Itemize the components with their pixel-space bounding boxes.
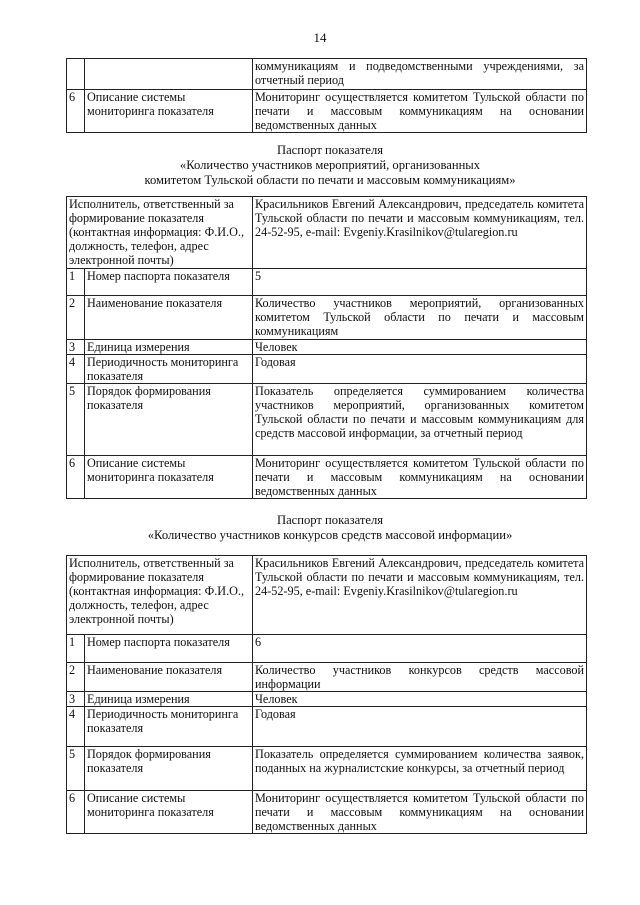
table-row bbox=[67, 90, 587, 133]
cell-label: Наименование показателя bbox=[85, 296, 253, 340]
cell-value: Показатель определяется суммированием количества участников мероприятий, организованных комитетом Тульской области по печати и массовым коммуникациям для средств массовой информации, за отчетный период bbox=[253, 384, 587, 456]
cell-num: 3 bbox=[67, 340, 85, 355]
cell-label: Номер паспорта показателя bbox=[85, 635, 253, 663]
table-row bbox=[67, 384, 587, 456]
table-row bbox=[67, 355, 587, 384]
executor-value: Красильников Евгений Александрович, председатель комитета Тульской области по печати и массовым коммуникациям, тел. 24-52-95, e-mail: Evgeniy.Krasilnikov@tularegion.ru bbox=[253, 556, 587, 635]
table-row bbox=[67, 635, 587, 663]
table-row bbox=[67, 791, 587, 834]
table-row bbox=[67, 340, 587, 355]
cell-num: 4 bbox=[67, 355, 85, 384]
cell-value: 5 bbox=[253, 269, 587, 296]
table-row bbox=[67, 747, 587, 791]
passport-6-title-line1: «Количество участников конкурсов средств массовой информации» bbox=[147, 528, 513, 542]
cell-num: 6 bbox=[67, 791, 85, 834]
passport-5-table bbox=[66, 196, 587, 499]
cell-num: 5 bbox=[67, 747, 85, 791]
cell-label: Наименование показателя bbox=[85, 663, 253, 692]
cell-num: 4 bbox=[67, 707, 85, 747]
executor-label: Исполнитель, ответственный за формирование показателя (контактная информация: Ф.И.О., должность, телефон, адрес электронной почты) bbox=[67, 197, 253, 269]
cell-value: 6 bbox=[253, 635, 587, 663]
cell-label: Описание системы мониторинга показателя bbox=[85, 456, 253, 499]
passport-5-title-line1: «Количество участников мероприятий, организованных bbox=[179, 158, 481, 172]
cell-value: Мониторинг осуществляется комитетом Тульской области по печати и массовым коммуникациям на основании ведомственных данных bbox=[253, 456, 587, 499]
passport-6-table bbox=[66, 555, 587, 834]
cell-label: Единица измерения bbox=[85, 340, 253, 355]
table-row bbox=[67, 692, 587, 707]
cell-num: 2 bbox=[67, 296, 85, 340]
cell-label: Порядок формирования показателя bbox=[85, 747, 253, 791]
cell-num: 2 bbox=[67, 663, 85, 692]
table-row bbox=[67, 269, 587, 296]
passport-6-heading-block bbox=[60, 513, 600, 543]
cell-num: 6 bbox=[67, 90, 85, 133]
passport-6-heading: Паспорт показателя bbox=[276, 513, 384, 527]
table-row bbox=[67, 456, 587, 499]
cell-label: Периодичность мониторинга показателя bbox=[85, 355, 253, 384]
cell-value: Количество участников мероприятий, организованных комитетом Тульской области по печати и массовым коммуникациям bbox=[253, 296, 587, 340]
cell-value: коммуникациям и подведомственными учреждениями, за отчетный период bbox=[253, 59, 587, 90]
cell-label bbox=[85, 59, 253, 90]
cell-num: 1 bbox=[67, 269, 85, 296]
cell-label: Номер паспорта показателя bbox=[85, 269, 253, 296]
cell-num: 1 bbox=[67, 635, 85, 663]
cell-value: Мониторинг осуществляется комитетом Тульской области по печати и массовым коммуникациям на основании ведомственных данных bbox=[253, 90, 587, 133]
cell-value: Человек bbox=[253, 692, 587, 707]
cell-value: Годовая bbox=[253, 355, 587, 384]
cell-value: Годовая bbox=[253, 707, 587, 747]
cell-label: Описание системы мониторинга показателя bbox=[85, 90, 253, 133]
table-row bbox=[67, 663, 587, 692]
executor-value: Красильников Евгений Александрович, председатель комитета Тульской области по печати и массовым коммуникациям, тел. 24-52-95, e-mail: Evgeniy.Krasilnikov@tularegion.ru bbox=[253, 197, 587, 269]
cell-num: 3 bbox=[67, 692, 85, 707]
cell-label: Описание системы мониторинга показателя bbox=[85, 791, 253, 834]
cell-value: Количество участников конкурсов средств массовой информации bbox=[253, 663, 587, 692]
cell-label: Периодичность мониторинга показателя bbox=[85, 707, 253, 747]
cell-value: Показатель определяется суммированием количества заявок, поданных на журналистские конкурсы, за отчетный период bbox=[253, 747, 587, 791]
executor-row bbox=[67, 556, 587, 635]
top-fragment-table bbox=[66, 58, 587, 133]
cell-num bbox=[67, 59, 85, 90]
table-row bbox=[67, 296, 587, 340]
cell-label: Порядок формирования показателя bbox=[85, 384, 253, 456]
cell-label: Единица измерения bbox=[85, 692, 253, 707]
page-number: 14 bbox=[313, 30, 327, 45]
passport-5-title-line2: комитетом Тульской области по печати и массовым коммуникациям» bbox=[144, 173, 516, 187]
cell-value: Человек bbox=[253, 340, 587, 355]
cell-num: 5 bbox=[67, 384, 85, 456]
table-row bbox=[67, 707, 587, 747]
table-row bbox=[67, 59, 587, 90]
executor-row bbox=[67, 197, 587, 269]
passport-5-heading: Паспорт показателя bbox=[276, 143, 384, 157]
passport-5-heading-block bbox=[60, 143, 600, 188]
cell-num: 6 bbox=[67, 456, 85, 499]
cell-value: Мониторинг осуществляется комитетом Тульской области по печати и массовым коммуникациям на основании ведомственных данных bbox=[253, 791, 587, 834]
executor-label: Исполнитель, ответственный за формирование показателя (контактная информация: Ф.И.О., должность, телефон, адрес электронной почты) bbox=[67, 556, 253, 635]
